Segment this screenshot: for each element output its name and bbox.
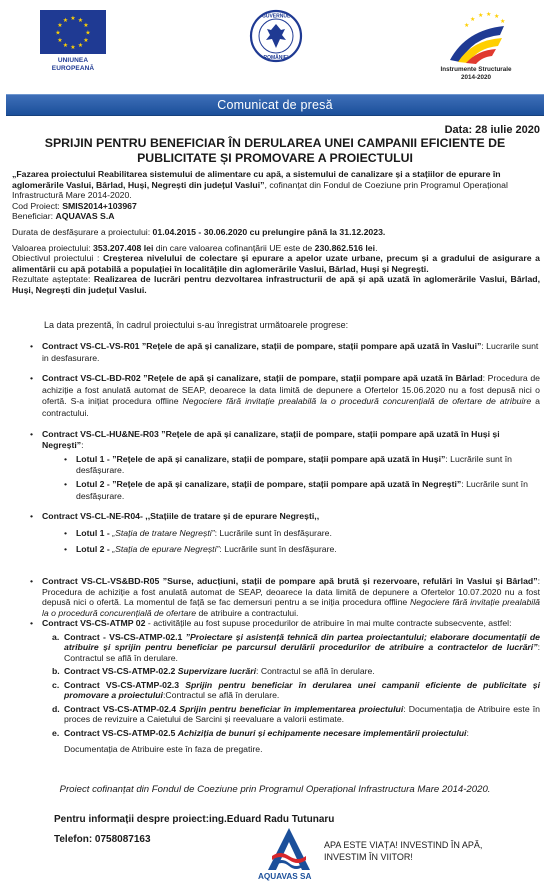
contract-item-r04 [30,511,540,556]
beneficiary-value: AQUAVAS S.A [55,211,115,222]
contact-phone: Telefon: 0758087163 [54,834,151,845]
structural-caption: Instrumente Structurale [440,66,512,73]
title-line-1: SPRIJIN PENTRU BENEFICIAR ÎN DERULAREA UNEI CAMPANII EFICIENTE DE [44,136,506,150]
contract-atmp02-title: Contract VS-CS-ATMP 02 [42,618,146,628]
contract-r04-lot-2 [64,544,540,556]
subcontract-letter: b. [52,666,60,676]
project-beneficiary [12,211,540,222]
contract-r05-title: Contract VS-CL-VS&BD-R05 ”Surse, aducțiuni, stații de pompare apă brută și rezervoare, refulări în Vaslui și Bârlad” [42,576,538,586]
bullet-icon: • [30,511,34,522]
subcontract-status: :Contractul se află în derulare. [162,690,280,700]
subcontract-title: Sprijin pentru beneficiar în derularea unei campanii eficiente de publicitate și promovare a proiectului [64,679,540,700]
bullet-icon: • [64,478,68,489]
bullet-icon: • [30,373,34,384]
project-funding: , cofinanțat din Fondul de Coeziune prin Programul Operațional Infrastructură Mare 2014-2020. [12,179,508,201]
project-results [12,274,540,295]
bullet-icon: • [64,544,68,555]
structural-instruments-icon [426,8,526,66]
lot-2-title: Lotul 2 - ”Rețele de apă și canalizare, stații de pompare, stații pompare apă uzată în Negrești” [76,478,462,489]
subcontract-title: ”Proiectare și asistență tehnică din partea proiectantului; elaborare documentații de atribuire și sprijin pentru beneficiar pe parcursul derulării procedurilor de atribuire a contractelor de lucrări” [64,631,540,652]
subcontract-letter: c. [52,679,60,690]
company-name: AQUAVAS SA [258,872,312,881]
project-duration [12,227,540,238]
value-end: . [375,242,378,253]
results-value: Realizarea de lucrări pentru dezvoltarea infrastructurii de apă și apă uzată în aglomerările Vaslui, Bârlad, Huși, Negrești din județul Vaslui. [12,274,540,295]
eu-flag-icon [40,10,106,54]
subcontract-status: : Contractul se află în derulare. [64,642,540,663]
company-slogan [324,839,482,863]
subcontract-c [52,680,540,701]
contract-item-atmp02 [30,618,540,755]
contract-r05-status: : Procedura de achiziție a fost anulată automat de SEAP, deoarece la data limită de depunere a Ofertelor 10.07.2020 nu a fost depusă nici o ofertă. La momentul de față se fac demersuri pentru a se iniția procedura offline [42,576,540,607]
contracts-list [30,341,540,565]
svg-text:★: ★ [486,11,492,18]
subcontract-status: : [466,727,469,738]
contract-r04-lot-1 [64,528,540,540]
bullet-icon: • [64,453,68,464]
contract-item-r05 [30,576,540,618]
lot-1-label: Lotul 1 - [76,527,113,538]
project-objective [12,253,540,274]
slogan-line-1: APA ESTE VIAȚA! INVESTIND ÎN APĂ, [324,840,483,850]
svg-text:★: ★ [77,17,84,24]
structural-period: 2014-2020 [460,74,492,81]
contract-r02-title: Contract VS-CL-BD-R02 ”Rețele de apă și canalizare, stații de pompare, stații pompare apă uzată în Bârlad [42,373,483,384]
structural-instruments-logo [426,8,526,92]
contract-r02-status: : Procedura de achiziție a fost anulată automat de SEAP, deoarece la data limită de depunere a Ofertelor 15.06.2020 nu a fost depusă nici o ofertă. S-a inițiat procedura offline [42,373,540,407]
objective-label: Obiectivul proiectului : [12,253,104,264]
subcontract-title: Achiziția de bunuri și echipamente necesare implementării proiectului [177,727,467,738]
svg-text:★: ★ [500,18,506,25]
project-intro [12,169,540,296]
slogan-line-2: INVESTIM ÎN VIITOR! [324,852,413,862]
subcontract-code: Contract VS-CS-ATMP-02.5 [64,727,178,738]
contract-item-r03 [30,429,540,503]
contracts-list-2 [30,576,540,755]
bullet-icon: • [64,527,68,538]
results-label: Rezultate așteptate: [12,274,94,285]
lot-1-status: : Lucrările sunt în desfășurare. [76,453,512,476]
svg-text:★: ★ [57,22,63,29]
svg-text:★: ★ [494,13,500,20]
subcontract-status-detail: Documentația de Atribuire este în faza de pregatire. [64,744,263,754]
lot-2-label: Lotul 2 - [76,544,113,555]
contract-r05-status-end: de atribuire a contractului. [196,607,299,618]
svg-text:★: ★ [83,22,89,29]
banner-label: Comunicat de presă [217,98,333,112]
bullet-icon: • [30,341,34,351]
progress-lead: La data prezentă, în cadrul proiectului s-au înregistrat următoarele progrese: [44,320,349,330]
contract-r04-title: Contract VS-CL-NE-R04- ,,Stațiile de tratare și de epurare Negrești,, [42,511,320,522]
bullet-icon: • [30,576,34,586]
beneficiary-label: Beneficiar: [12,211,56,222]
svg-text:★: ★ [57,37,63,44]
svg-text:★: ★ [478,12,484,19]
svg-text:★: ★ [85,29,91,37]
page-title [6,136,544,166]
contract-atmp02-status: - activitățile au fost supuse procedurilor de atribuire în mai multe contracte subsecvente, astfel: [145,618,512,628]
eu-caption: UNIUNEA EUROPEANĂ [51,57,95,73]
contract-r01-status: : Lucrarile sunt in desfasurare. [42,341,539,363]
project-value [12,243,540,254]
duration-label: Durata de desfășurare a proiectului: [12,226,153,237]
press-release-page [6,4,544,889]
svg-text:★: ★ [83,37,89,44]
svg-text:★: ★ [70,44,76,51]
code-label: Cod Proiect: [12,200,63,211]
lot-2-status: : Lucrările sunt în desfășurare. [219,544,337,555]
code-value: SMIS2014+103967 [62,200,137,211]
atmp-subcontracts [42,632,540,755]
contact-info: Pentru informații despre proiect:ing.Eduard Radu Tutunaru [54,814,335,825]
svg-text:★: ★ [62,42,69,49]
subcontract-a [52,632,540,664]
svg-text:★: ★ [70,15,76,22]
cofinancing-note: Proiect cofinanțat din Fondul de Coeziune prin Programul Operațional Infrastructura Mare 2014-2020. [59,784,491,795]
svg-text:★: ★ [55,29,61,37]
contract-r05-procedure: Negociere fără invitație prealabilă la o procedură concurențială de ofertare [42,597,540,618]
subcontract-e [52,728,540,755]
press-release-banner [6,94,544,116]
contract-r03-lot-1 [64,454,540,477]
bullet-icon: • [30,618,34,628]
subcontract-code: Contract VS-CS-ATMP-02.2 [64,666,178,676]
value-mid: din care valoarea cofinanțării UE este de [153,242,315,253]
svg-text:★: ★ [77,42,84,49]
government-seal [249,8,303,64]
value-total: 353.207.408 lei [92,242,154,253]
value-ue: 230.862.516 lei [314,242,376,253]
objective-value: Creșterea nivelului de colectare și epurare a apelor uzate urbane, precum și a gradului de asigurare a alimentării cu apă potabilă a populației în localitățile din aglomerările Vaslui, Bârlad, Huși și Negrești. [12,253,540,274]
government-seal-icon [249,8,303,64]
project-description [12,169,540,201]
contract-r03-lot-2 [64,479,540,502]
lot-2-status: : Lucrările sunt în desfășurare. [76,478,528,501]
project-code [12,201,540,212]
subcontract-d [52,704,540,725]
release-date: Data: 28 iulie 2020 [444,124,540,136]
subcontract-code: Contract VS-CS-ATMP-02.3 [64,679,186,690]
contract-r02-status-end: a contractului. [42,396,540,418]
logos-row [6,4,544,90]
subcontract-b [52,666,540,677]
subcontract-status: : Contractul se află în derulare. [256,666,375,676]
lot-2-title: „Stația de epurare Negrești” [112,544,220,555]
svg-text:★: ★ [464,22,470,29]
contract-r03-colon: : [81,440,84,451]
lot-1-status: : Lucrările sunt în desfășurare. [214,527,332,538]
svg-text:GUVERNUL: GUVERNUL [261,13,291,20]
lot-1-title: „Stația de tratare Negrești” [112,527,215,538]
eu-logo [40,10,106,73]
contract-item-r01 [30,341,540,364]
subcontract-letter: a. [52,631,60,642]
title-line-2: PUBLICITATE ȘI PROMOVARE A PROIECTULUI [137,151,413,165]
svg-text:★: ★ [62,17,69,24]
contract-item-r02 [30,373,540,419]
subcontract-code: Contract - VS-CS-ATMP-02.1 [64,631,186,642]
project-name: „Fazarea proiectului Reabilitarea sistemului de alimentare cu apă, a sistemului de canalizare și a stațiilor de epurare în aglomerările Vaslui, Bârlad, Huși, Negrești din județul Vaslui” [12,169,501,190]
subcontract-letter: d. [52,703,60,714]
svg-text:ROMÂNIEI: ROMÂNIEI [263,55,289,61]
subcontract-status: : Documentația de Atribuire este în proces de revizuire a Caietului de Sarcini și reevaluare a valorii estimate. [64,703,541,724]
subcontract-title: Sprijin pentru beneficiar în implementarea proiectului [179,703,404,714]
duration-value: 01.04.2015 - 30.06.2020 cu prelungire până la 31.12.2023. [152,226,386,237]
subcontract-letter: e. [52,727,60,738]
contract-r01-title: Contract VS-CL-VS-R01 ”Rețele de apă și canalizare, stații de pompare, stații pompare apă uzată în Vaslui” [42,341,482,351]
contract-r03-title: Contract VS-CL-HU&NE-R03 ”Rețele de apă și canalizare, stații de pompare, stații pompare apă uzată în Huși și Negrești” [42,428,500,451]
svg-text:★: ★ [470,16,476,23]
bullet-icon: • [30,428,34,439]
lot-1-title: Lotul 1 - ”Rețele de apă și canalizare, stații de pompare, stații pompare apă uzată în Huși” [76,453,446,464]
subcontract-code: Contract VS-CS-ATMP-02.4 [64,703,180,714]
value-label: Valoarea proiectului: [12,242,93,253]
subcontract-title: Supervizare lucrări [177,666,256,676]
contract-r02-procedure: Negociere fără invitație prealabilă la o procedură concurențială de ofertare de atribuire [182,396,532,407]
